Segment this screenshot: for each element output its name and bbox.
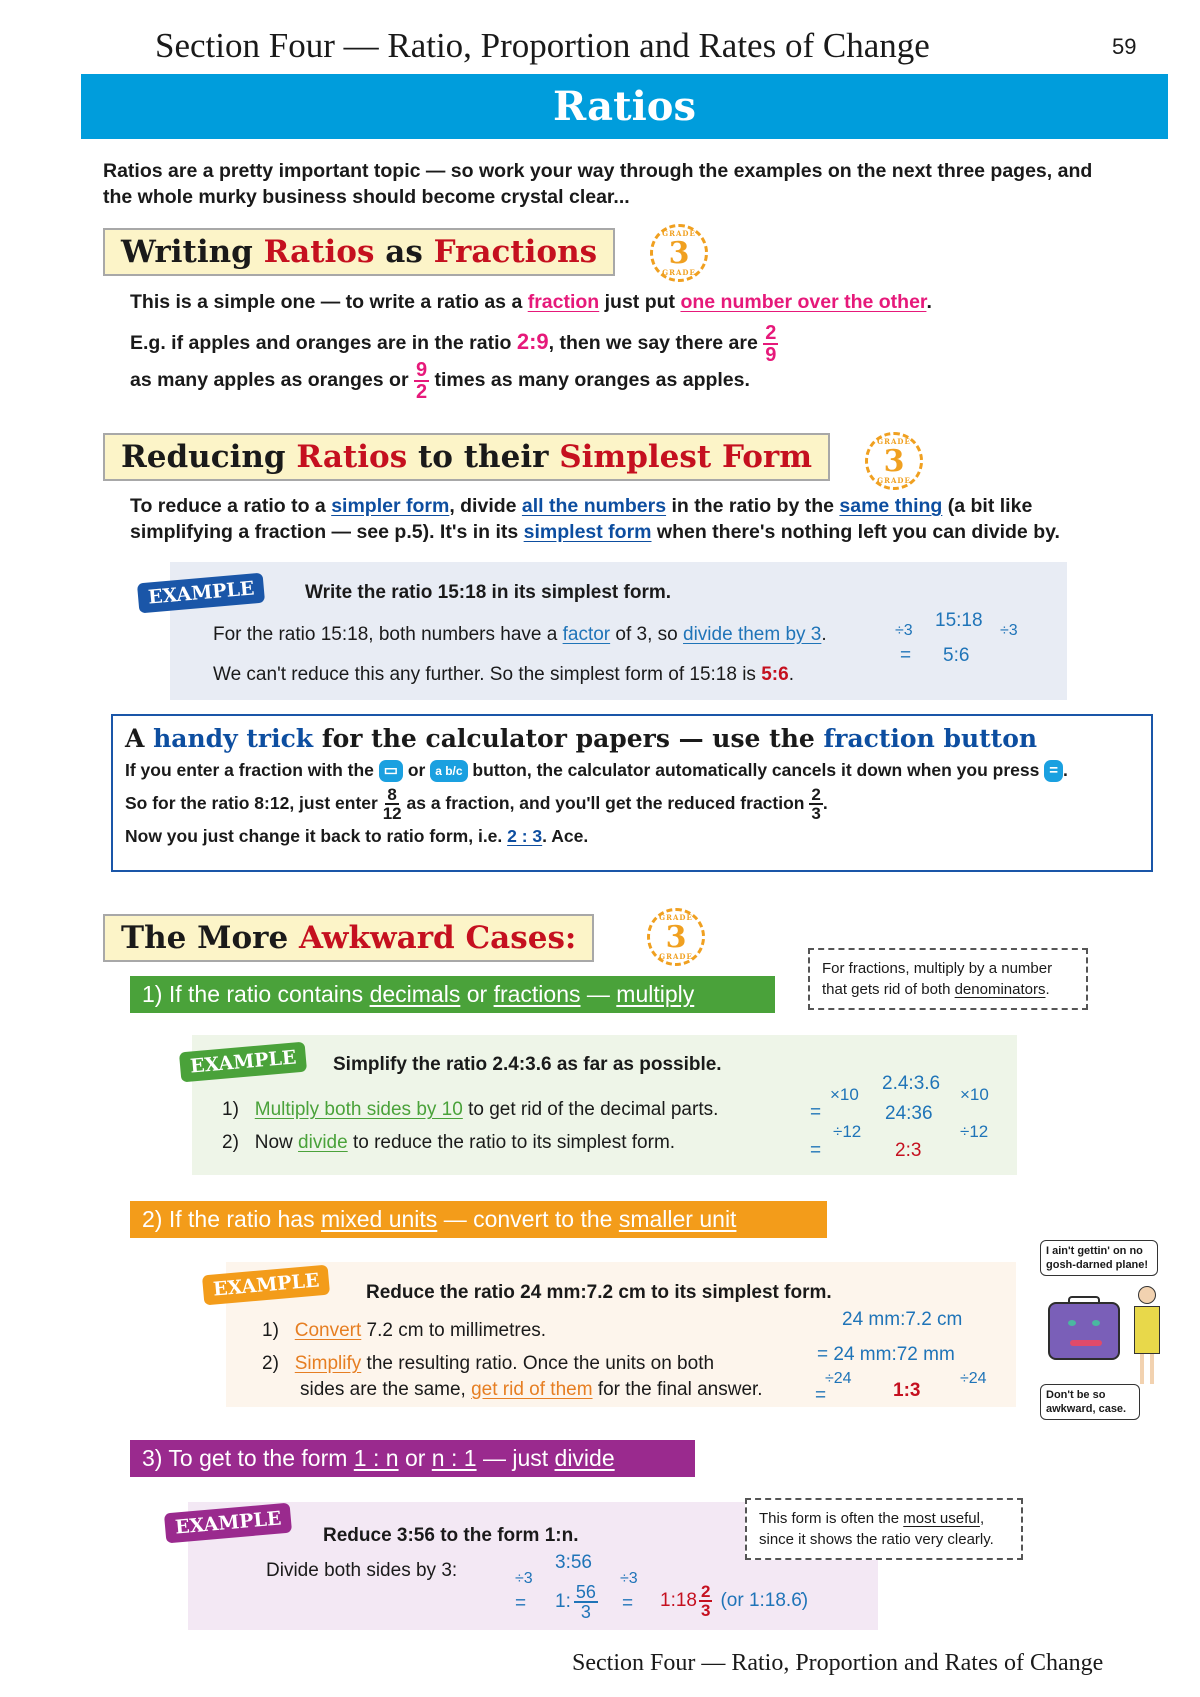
keyword: decimals <box>369 981 461 1007</box>
heading-part: Writing <box>121 234 264 270</box>
text: A <box>125 724 154 753</box>
text: For the ratio 15:18, both numbers have a <box>213 624 563 645</box>
working-top: 15:18 <box>935 610 983 631</box>
reducing-paragraph-2 <box>130 519 1060 545</box>
text: or <box>460 981 494 1007</box>
text: Now <box>254 1132 299 1153</box>
text: . <box>1045 981 1050 998</box>
text: (a bit like <box>942 495 1033 517</box>
working-equals: = <box>515 1593 527 1614</box>
suitcase-eye <box>1092 1320 1100 1326</box>
suitcase-handle <box>1068 1296 1100 1304</box>
heading-part: Reducing <box>121 439 297 475</box>
working-answer: 1:3 <box>893 1380 921 1401</box>
example-line-2 <box>213 662 794 687</box>
page-number: 59 <box>1112 34 1137 59</box>
text: for the calculator papers — use the <box>313 724 824 753</box>
working-op-x10-left: ×10 <box>830 1085 859 1104</box>
leg <box>1140 1354 1144 1384</box>
heading-part: as <box>374 234 434 270</box>
example-step-1 <box>262 1318 546 1343</box>
fraction-9-2 <box>414 360 429 402</box>
keyword: simplest form <box>523 521 652 543</box>
text: To reduce a ratio to a <box>130 495 332 517</box>
intro-text: Ratios are a pretty important topic — so work your way through the examples on the next three pages, and the whole murky business should become crystal clear... <box>103 160 1093 208</box>
text: simplifying a fraction — see p.5). It's in its <box>130 521 524 543</box>
case-2-bar <box>130 1201 827 1238</box>
equals-button-icon: = <box>1044 760 1063 782</box>
text: , since it shows the ratio very clearly. <box>759 1510 994 1548</box>
numerator: 9 <box>415 359 428 381</box>
working-row-2: = 24 mm:72 mm <box>817 1344 955 1365</box>
working-row-2 <box>555 1583 598 1621</box>
text: to reduce the ratio to its simplest form. <box>347 1132 676 1153</box>
example-step-2 <box>222 1130 675 1155</box>
dress <box>1134 1306 1160 1354</box>
working-answer <box>660 1583 808 1619</box>
keyword: Convert <box>294 1320 362 1341</box>
text: — just <box>476 1445 555 1471</box>
trick-line-2 <box>125 783 1139 823</box>
heading-part: Simplest Form <box>559 439 813 475</box>
grade-3-badge: GRADE 3 GRADE <box>647 908 705 966</box>
heading-part: to their <box>407 439 560 475</box>
text: , then we say there are <box>548 332 764 355</box>
keyword-one-number-over-other: one number over the other <box>680 291 927 313</box>
speech-bubble-case: I ain't gettin' on no gosh-darned plane! <box>1040 1240 1158 1276</box>
grade-3-badge: GRADE 3 GRADE <box>650 224 708 282</box>
step-number: 2) <box>222 1132 239 1153</box>
working-row-1: 24 mm:7.2 cm <box>842 1309 963 1330</box>
suitcase-eye <box>1068 1320 1076 1326</box>
answer-fraction <box>699 1583 712 1619</box>
keyword: get rid of them <box>471 1379 593 1400</box>
trick-title <box>125 724 1139 753</box>
keyword: divide <box>298 1132 348 1153</box>
heading-part: Fractions <box>433 234 598 270</box>
text: just put <box>599 291 681 313</box>
keyword: all the numbers <box>521 495 667 517</box>
text: . Ace. <box>542 826 589 846</box>
working-op-left: ÷3 <box>515 1570 533 1587</box>
denominator: 12 <box>382 804 402 824</box>
speech-bubble-woman: Don't be so awkward, case. <box>1040 1384 1140 1420</box>
numerator: 2 <box>765 322 777 344</box>
numerator: 2 <box>700 1582 711 1601</box>
section-header: Section Four — Ratio, Proportion and Rates of Change <box>155 26 930 65</box>
fraction-8-12 <box>383 786 402 822</box>
keyword: n : 1 <box>431 1445 477 1471</box>
text: . <box>788 664 794 685</box>
heading-awkward-cases <box>103 914 594 962</box>
text: We can't reduce this any further. So the simplest form of 15:18 is <box>213 664 762 685</box>
working-bottom: 5:6 <box>943 645 970 666</box>
example-tag: EXAMPLE <box>137 573 266 614</box>
text: This form is often the <box>759 1510 904 1527</box>
page-title: Ratios <box>81 74 1168 139</box>
heading-part: The More <box>121 920 299 956</box>
keyword: 1 : n <box>353 1445 399 1471</box>
example-tag: EXAMPLE <box>179 1042 308 1083</box>
heading-reducing-ratios <box>103 433 830 481</box>
example-line: Divide both sides by 3: <box>266 1560 458 1581</box>
example-tag: EXAMPLE <box>164 1503 293 1544</box>
working-op-right: ÷24 <box>960 1370 987 1387</box>
example-step-2b <box>300 1377 763 1402</box>
text: when there's nothing left you can divide by. <box>651 521 1060 543</box>
case-3-bar <box>130 1440 695 1477</box>
text: E.g. if apples and oranges are in the ratio <box>130 332 517 355</box>
text: For fractions, multiply by a number that gets rid of both <box>822 960 1053 998</box>
example-question: Write the ratio 15:18 in its simplest form. <box>305 582 672 603</box>
ratio-2-3: 2 : 3 <box>507 826 543 846</box>
numerator: 2 <box>811 785 821 805</box>
working-equals: = <box>900 645 912 666</box>
text: the resulting ratio. Once the units on both <box>361 1353 715 1374</box>
keyword: Simplify <box>294 1353 362 1374</box>
text: button, the calculator automatically cancels it down when you press <box>467 760 1045 780</box>
working-op-left: ÷3 <box>895 622 913 639</box>
text: sides are the same, <box>300 1379 472 1400</box>
keyword-fraction: fraction <box>527 291 600 313</box>
text: . <box>822 793 828 813</box>
trick-line-3 <box>125 823 1139 849</box>
text: 1: <box>555 1591 571 1612</box>
keyword: denominators <box>954 981 1046 998</box>
numerator: 8 <box>387 785 397 805</box>
text: . <box>926 291 932 313</box>
heading-writing-ratios <box>103 228 615 276</box>
keyword: divide them by 3 <box>683 624 822 645</box>
leg <box>1150 1354 1154 1384</box>
denominator: 3 <box>811 804 821 824</box>
suitcase-illustration <box>1048 1302 1120 1360</box>
text: in the ratio by the <box>666 495 840 517</box>
fraction-56-3 <box>574 1583 598 1621</box>
case-1-bar <box>130 976 775 1013</box>
grade-3-badge: GRADE 3 GRADE <box>865 432 923 490</box>
footer-section-title: Section Four — Ratio, Proportion and Rates of Change <box>572 1650 1104 1676</box>
text: If you enter a fraction with the <box>125 760 379 780</box>
working-row-1: 2.4:3.6 <box>882 1073 941 1094</box>
numerator: 56 <box>575 1582 596 1602</box>
step-number: 1) <box>262 1320 279 1341</box>
keyword: divide <box>554 1445 615 1471</box>
text: of 3, so <box>610 624 684 645</box>
working-equals: = <box>815 1385 827 1406</box>
text: or <box>398 1445 432 1471</box>
keyword: same thing <box>839 495 943 517</box>
working-op-right: ÷3 <box>1000 622 1018 639</box>
trick-line-1 <box>125 757 1139 783</box>
note-fractions-denominators <box>808 948 1088 1010</box>
text: to get rid of the decimal parts. <box>462 1099 719 1120</box>
keyword: fractions <box>493 981 581 1007</box>
head <box>1138 1286 1156 1304</box>
fraction-2-3 <box>809 786 822 822</box>
working-equals: = <box>622 1593 634 1614</box>
keyword: Multiply both sides by 10 <box>254 1099 463 1120</box>
reducing-paragraph-1 <box>130 493 1032 519</box>
example-question: Reduce 3:56 to the form 1:n. <box>323 1525 579 1546</box>
text: 7.2 cm to millimetres. <box>361 1320 547 1341</box>
working-answer: 2:3 <box>895 1140 922 1161</box>
fraction-2-9 <box>763 323 778 365</box>
keyword: handy trick <box>153 724 314 753</box>
text: . <box>821 624 827 645</box>
step-number: 1) <box>222 1099 239 1120</box>
denominator: 3 <box>580 1602 591 1622</box>
example-question: Reduce the ratio 24 mm:7.2 cm to its simplest form. <box>366 1282 832 1303</box>
keyword: fraction button <box>823 724 1038 753</box>
working-equals: = <box>810 1102 822 1123</box>
answer-5-6: 5:6 <box>761 664 789 685</box>
example-step-1 <box>222 1097 718 1122</box>
ratio-2-9: 2:9 <box>516 329 549 355</box>
working-op-right: ÷3 <box>620 1570 638 1587</box>
note-most-useful <box>745 1498 1023 1560</box>
writing-paragraph-2 <box>130 323 778 365</box>
working-row-2: 24:36 <box>885 1103 933 1124</box>
working-equals: = <box>810 1140 822 1161</box>
working-op-div12-left: ÷12 <box>833 1122 862 1141</box>
text: 1) If the ratio contains <box>142 981 370 1007</box>
denominator: 2 <box>415 381 428 403</box>
text: So for the ratio 8:12, just enter <box>125 793 383 813</box>
mixed-fraction-button-icon: a b/c <box>430 760 467 782</box>
keyword: simpler form <box>331 495 450 517</box>
example-tag: EXAMPLE <box>202 1265 331 1306</box>
text: Now you just change it back to ratio form, i.e. <box>125 826 508 846</box>
text: — <box>580 981 617 1007</box>
fraction-button-icon: ▭ <box>379 760 403 782</box>
keyword: most useful <box>903 1510 980 1527</box>
working-row-1: 3:56 <box>555 1552 592 1573</box>
heading-part: Ratios <box>296 439 408 475</box>
working-op-left: ÷24 <box>825 1370 852 1387</box>
text: , divide <box>449 495 522 517</box>
keyword: multiply <box>616 981 695 1007</box>
text: 3) To get to the form <box>142 1445 354 1471</box>
answer-alternative: (or 1:18.6̇) <box>720 1590 809 1611</box>
text: . <box>1062 760 1068 780</box>
writing-paragraph-3 <box>130 360 750 402</box>
example-question: Simplify the ratio 2.4:3.6 as far as possible. <box>333 1054 722 1075</box>
text: times as many oranges as apples. <box>429 369 750 392</box>
example-step-2 <box>262 1351 714 1376</box>
answer-whole: 1:18 <box>660 1590 697 1611</box>
keyword: factor <box>562 624 611 645</box>
text: as many apples as oranges or <box>130 369 414 392</box>
text: This is a simple one — to write a ratio as a <box>130 291 528 313</box>
denominator: 9 <box>765 344 777 366</box>
text: or <box>402 760 431 780</box>
keyword: smaller unit <box>618 1206 737 1232</box>
woman-illustration <box>1130 1286 1164 1386</box>
calculator-trick-box <box>111 714 1153 872</box>
denominator: 3 <box>700 1601 711 1620</box>
heading-part: Awkward Cases: <box>298 920 577 956</box>
text: — convert to the <box>437 1206 619 1232</box>
working-op-div12-right: ÷12 <box>960 1122 989 1141</box>
text: as a fraction, and you'll get the reduced fraction <box>401 793 810 813</box>
heading-part: Ratios <box>263 234 375 270</box>
suitcase-mouth <box>1070 1340 1102 1346</box>
text: for the final answer. <box>592 1379 763 1400</box>
example-line-1 <box>213 622 827 647</box>
working-op-x10-right: ×10 <box>960 1085 989 1104</box>
writing-paragraph-1 <box>130 289 932 315</box>
text: 2) If the ratio has <box>142 1206 321 1232</box>
step-number: 2) <box>262 1353 279 1374</box>
keyword: mixed units <box>320 1206 438 1232</box>
